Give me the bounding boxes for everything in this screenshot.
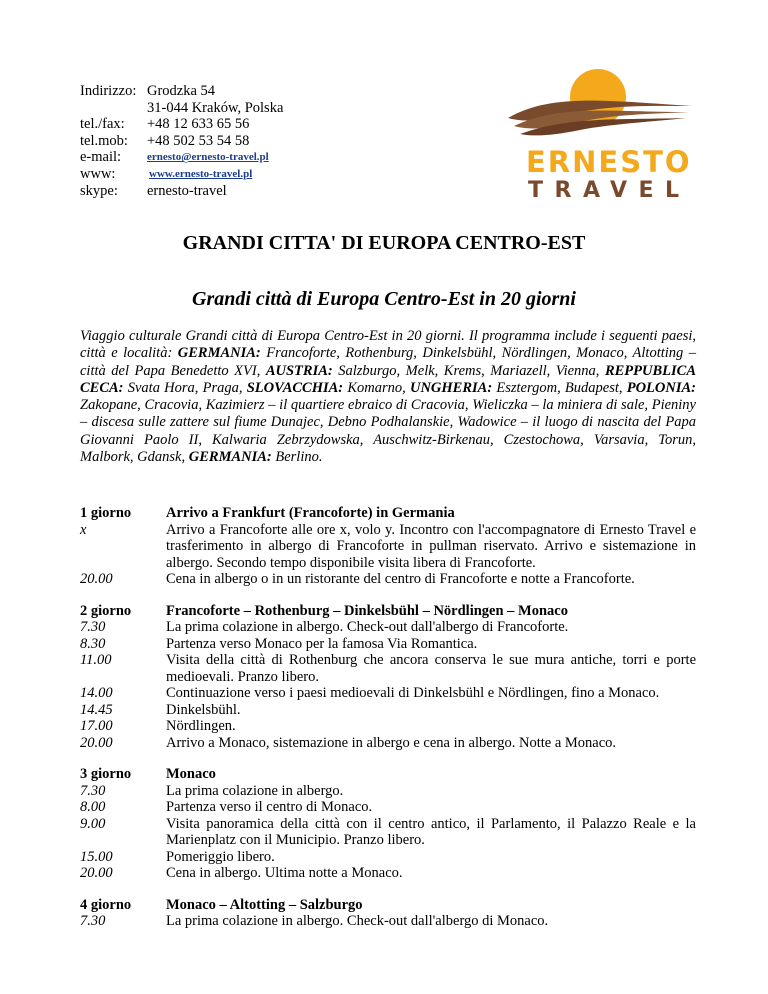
activity-text: Visita panoramica della città con il centro antico, il Parlamento, il Palazzo Reale e la Marienplatz con il Municipio. Pranzo libero.: [166, 815, 696, 848]
day-description: [166, 603, 696, 752]
logo-word-travel: TRAVEL: [528, 178, 691, 203]
day-number: 4 giorno: [80, 896, 132, 913]
activity-text: Partenza verso Monaco per la famosa Via Romantica.: [166, 635, 478, 652]
activity-text: Cena in albergo o in un ristorante del centro di Francoforte e notte a Francoforte.: [166, 571, 635, 587]
address-line1: Grodzka 54: [147, 83, 216, 99]
activity-text: Nördlingen.: [166, 718, 236, 734]
mob-label: tel.mob:: [80, 132, 128, 149]
activity-text: La prima colazione in albergo. Check-out dall'albergo di Monaco.: [166, 913, 549, 929]
day-number: 3 giorno: [80, 766, 132, 782]
skype-label: skype:: [80, 182, 118, 199]
time-label: 15.00: [80, 848, 113, 865]
intro-text: Francoforte, Rothenburg, Dinkelsbühl, Nördlingen, Monaco, Altotting – città del Papa Benedetto XVI,: [80, 345, 696, 379]
day-block: [80, 603, 696, 752]
address-label: Indirizzo:: [80, 83, 137, 99]
time-label: 20.00: [80, 571, 113, 587]
logo-word-ernesto: ERNESTO: [526, 145, 692, 179]
intro-paragraph: [80, 328, 696, 466]
time-label: 14.45: [80, 701, 113, 718]
day-times: [80, 505, 166, 588]
country-name: REPPUBLICA CECA:: [80, 362, 696, 396]
contact-block: [80, 83, 283, 199]
time-label: 11.00: [80, 652, 112, 668]
time-label: 8.00: [80, 799, 106, 815]
sun-wave-logo-icon: [500, 64, 700, 148]
time-label: 20.00: [80, 865, 113, 881]
day-times: [80, 766, 166, 882]
time-label: 7.30: [80, 619, 106, 635]
day-title: Monaco: [166, 766, 216, 782]
day-number: 2 giorno: [80, 602, 132, 619]
day-block: [80, 897, 696, 930]
country-name: AUSTRIA:: [265, 362, 333, 379]
ernesto-travel-logo: [500, 64, 700, 204]
day-block: [80, 505, 696, 588]
time-label: 14.00: [80, 685, 113, 701]
page-subtitle: Grandi città di Europa Centro-Est in 20 giorni: [192, 288, 576, 310]
time-label: 7.30: [80, 782, 106, 799]
country-name: GERMANIA:: [188, 449, 272, 466]
mob-value: +48 502 53 54 58: [147, 132, 250, 149]
activity-text: Visita della città di Rothenburg che ancora conserva le sue mura antiche, torri e porte medioevali. Pranzo libero.: [166, 652, 696, 685]
intro-text: Komarno,: [343, 379, 410, 396]
day-title: Arrivo a Frankfurt (Francoforte) in Germania: [166, 505, 455, 521]
activity-text: Dinkelsbühl.: [166, 701, 241, 718]
day-block: [80, 766, 696, 882]
day-description: [166, 766, 696, 882]
intro-text: Esztergom, Budapest,: [492, 379, 627, 396]
intro-text: Salzburgo, Melk, Krems, Mariazell, Vienna,: [332, 362, 605, 379]
activity-text: La prima colazione in albergo. Check-out dall'albergo di Francoforte.: [166, 619, 569, 635]
address-line2: 31-044 Kraków, Polska: [147, 99, 284, 116]
country-name: UNGHERIA:: [409, 379, 493, 396]
day-number: 1 giorno: [80, 505, 132, 521]
email-link[interactable]: ernesto@ernesto-travel.pl: [147, 151, 269, 164]
activity-text: Continuazione verso i paesi medioevali di Dinkelsbühl e Nördlingen, fino a Monaco.: [166, 685, 660, 701]
intro-text: Zakopane, Cracovia, Kazimierz – il quartiere ebraico di Cracovia, Wieliczka – la miniera di sale, Pieniny – discesa sulle zattere sul fiume Dunajec, Debno Podhalanskie, Wadowice – il luogo di nascita del Papa Giovanni Paolo II, Kalwaria Zebrzydowska, Auschwitz-Birkenau, Czestochowa, Varsavia, Torun, Malbork, Gdansk,: [80, 397, 696, 466]
time-label: x: [80, 521, 87, 538]
time-label: 8.30: [80, 635, 106, 652]
activity-text: La prima colazione in albergo.: [166, 782, 344, 799]
itinerary: [80, 505, 696, 945]
day-title: Monaco – Altotting – Salzburgo: [166, 896, 363, 913]
country-name: GERMANIA:: [177, 345, 261, 362]
day-description: [166, 505, 696, 588]
time-label: 17.00: [80, 718, 113, 734]
day-title: Francoforte – Rothenburg – Dinkelsbühl – Nördlingen – Monaco: [166, 602, 568, 619]
day-times: [80, 897, 166, 930]
intro-text: Berlino.: [271, 449, 323, 466]
time-label: 9.00: [80, 815, 106, 832]
day-times: [80, 603, 166, 752]
country-name: POLONIA:: [626, 379, 696, 396]
activity-text: Cena in albergo. Ultima notte a Monaco.: [166, 865, 403, 881]
email-label: e-mail:: [80, 149, 122, 166]
tel-value: +48 12 633 65 56: [147, 116, 250, 133]
time-label: 20.00: [80, 734, 113, 751]
activity-text: Arrivo a Francoforte alle ore x, volo y. Incontro con l'accompagnatore di Ernesto Travel e trasferimento in albergo di Francoforte in pullman riservato. Arrivo e sistemazione in albergo. Secondo tempo disponibile visita libera di Francoforte.: [166, 521, 696, 571]
skype-value: ernesto-travel: [147, 182, 227, 199]
website-link[interactable]: www.ernesto-travel.pl: [149, 167, 253, 180]
day-description: [166, 897, 696, 930]
intro-text: Viaggio culturale Grandi città di Europa Centro-Est in 20 giorni. Il programma include i seguenti paesi, città e località:: [80, 328, 696, 362]
activity-text: Arrivo a Monaco, sistemazione in albergo e cena in albergo. Notte a Monaco.: [166, 734, 617, 751]
activity-text: Pomeriggio libero.: [166, 848, 275, 865]
country-name: SLOVACCHIA:: [246, 379, 344, 396]
page-title: GRANDI CITTA' DI EUROPA CENTRO-EST: [182, 232, 586, 254]
tel-label: tel./fax:: [80, 116, 125, 133]
activity-text: Partenza verso il centro di Monaco.: [166, 799, 373, 815]
intro-text: Svata Hora, Praga,: [123, 379, 247, 396]
www-label: www:: [80, 165, 116, 182]
time-label: 7.30: [80, 913, 106, 929]
